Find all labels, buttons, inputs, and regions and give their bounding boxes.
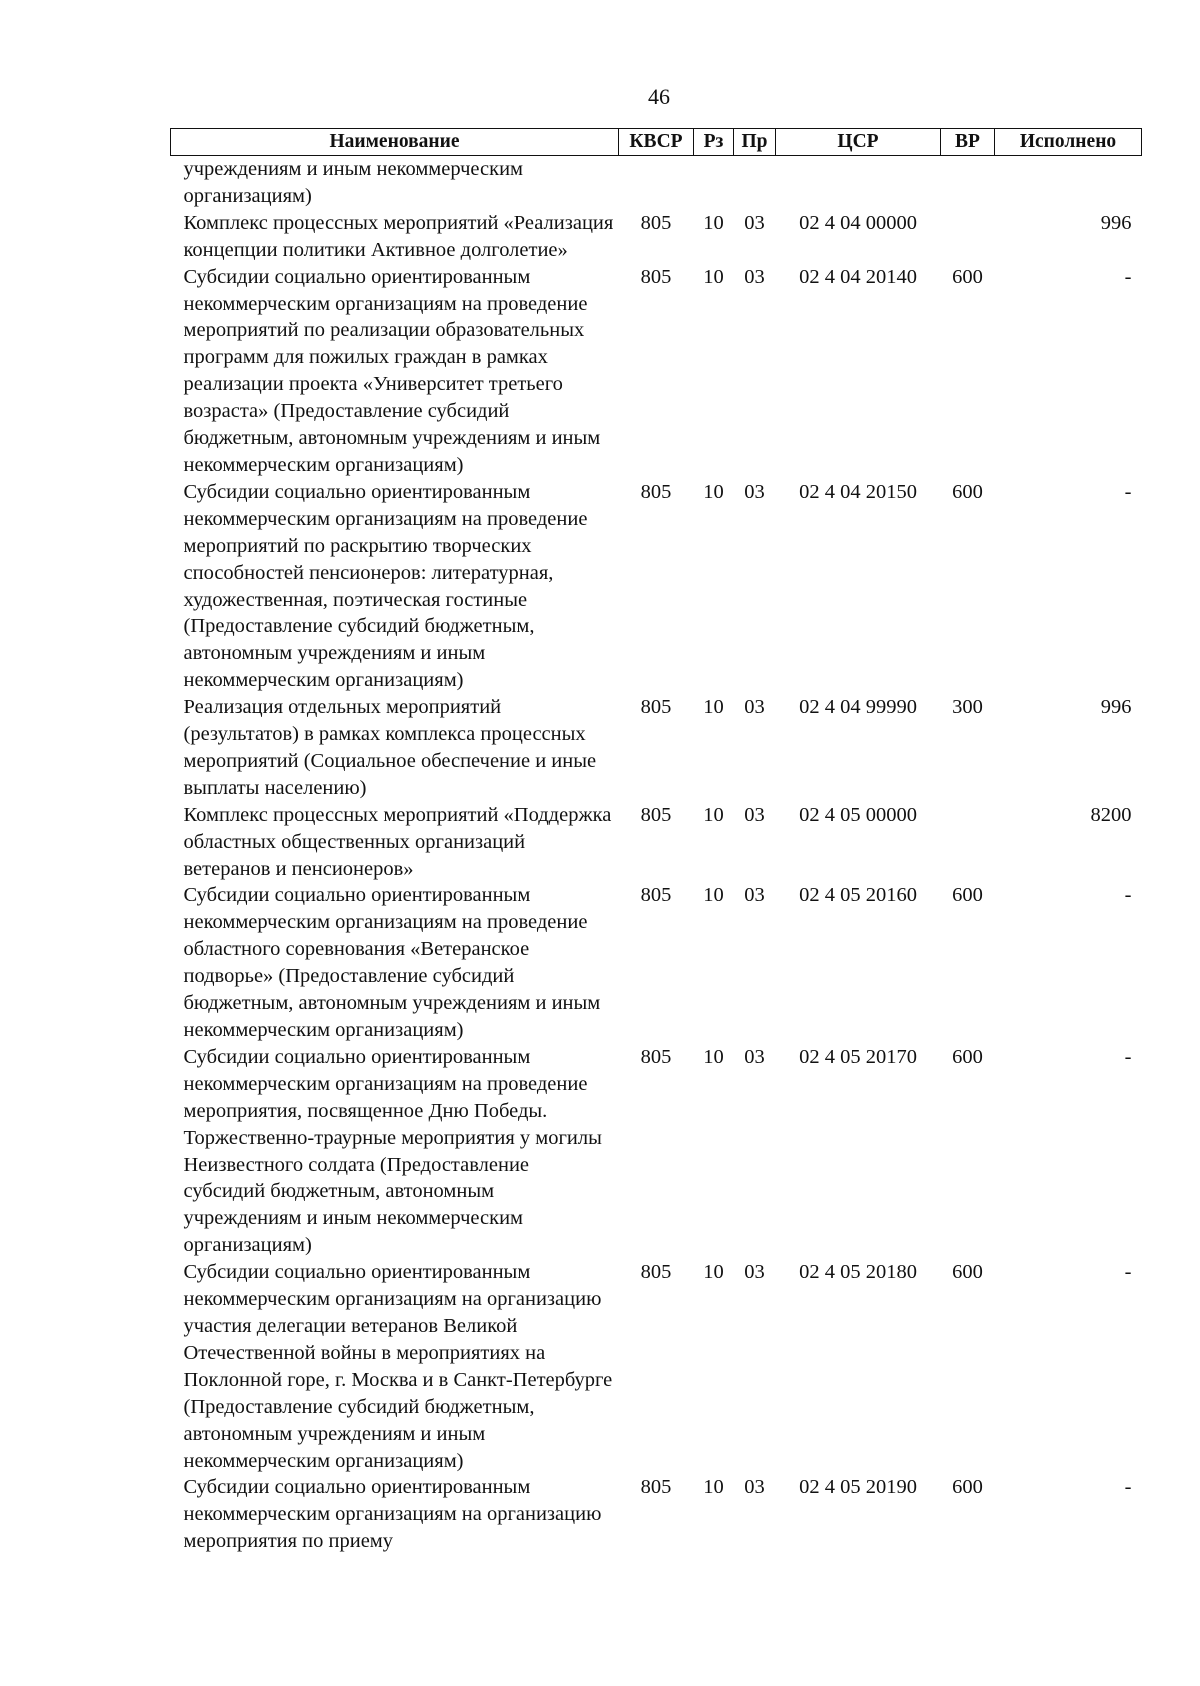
cell-pr: 03 <box>744 696 765 719</box>
cell-vr: 600 <box>952 1045 983 1068</box>
cell-csr: 02 4 05 00000 <box>799 803 917 826</box>
cell-vr: 600 <box>952 480 983 503</box>
cell-pr: 03 <box>744 1045 765 1068</box>
cell-pr: 03 <box>744 265 765 288</box>
cell-done: - <box>1124 265 1132 288</box>
cell-rz: 10 <box>703 480 724 503</box>
cell-vr <box>941 802 995 883</box>
cell-name: Комплекс процессных мероприятий «Поддержка областных общественных организаций ветеранов и пенсионеров» <box>183 803 612 880</box>
cell-kvsr: 805 <box>640 1045 672 1068</box>
cell-csr: 02 4 04 00000 <box>799 211 917 234</box>
cell-kvsr: 805 <box>640 696 672 719</box>
cell-vr <box>941 156 995 210</box>
cell-done: - <box>1124 884 1132 907</box>
cell-rz: 10 <box>703 1476 724 1499</box>
cell-rz: 10 <box>703 696 724 719</box>
cell-rz: 10 <box>703 1045 724 1068</box>
cell-kvsr: 805 <box>640 884 672 907</box>
cell-kvsr <box>619 156 694 210</box>
cell-csr <box>776 156 941 210</box>
header-rz: Рз <box>694 129 734 156</box>
cell-done: - <box>1124 1476 1132 1499</box>
cell-rz: 10 <box>703 884 724 907</box>
cell-kvsr: 805 <box>640 1476 672 1499</box>
cell-csr: 02 4 05 20190 <box>799 1476 917 1499</box>
table-row <box>171 264 1142 479</box>
cell-name: Реализация отдельных мероприятий (результатов) в рамках комплекса процессных мероприятий (Социальное обеспечение и иные выплаты населению) <box>183 696 597 799</box>
cell-name: Субсидии социально ориентированным некоммерческим организациям на проведение мероприятий по раскрытию творческих способностей пенсионеров: литературная, художественная, поэтическая гостиные (Предоставление субсидий бюджетным, автономным учреждениям и иным некоммерческим организациям) <box>183 480 588 692</box>
cell-pr: 03 <box>744 884 765 907</box>
cell-rz: 10 <box>703 803 724 826</box>
table-row <box>171 1259 1142 1474</box>
header-kvsr: КВСР <box>619 129 694 156</box>
cell-rz <box>694 156 734 210</box>
cell-done: - <box>1124 1045 1132 1068</box>
cell-vr: 600 <box>952 1261 983 1284</box>
cell-pr: 03 <box>744 480 765 503</box>
cell-csr: 02 4 05 20180 <box>799 1261 917 1284</box>
table-row <box>171 210 1142 264</box>
cell-vr <box>941 210 995 264</box>
cell-name: учреждениям и иным некоммерческим организациям) <box>183 158 524 207</box>
cell-csr: 02 4 05 20160 <box>799 884 917 907</box>
cell-done: 996 <box>1100 696 1132 719</box>
cell-done: - <box>1124 1261 1132 1284</box>
cell-rz: 10 <box>703 1261 724 1284</box>
cell-name: Субсидии социально ориентированным некоммерческим организациям на организацию мероприятия по приему <box>183 1476 602 1553</box>
table-row <box>171 694 1142 802</box>
cell-pr: 03 <box>744 1476 765 1499</box>
cell-vr: 300 <box>952 696 983 719</box>
cell-csr: 02 4 04 20140 <box>799 265 917 288</box>
table-row <box>171 479 1142 694</box>
cell-vr: 600 <box>952 1476 983 1499</box>
cell-csr: 02 4 05 20170 <box>799 1045 917 1068</box>
cell-vr: 600 <box>952 884 983 907</box>
cell-name: Субсидии социально ориентированным некоммерческим организациям на организацию участия делегации ветеранов Великой Отечественной войны в мероприятиях на Поклонной горе, г. Москва и в Санкт-Петербурге (Предоставление субсидий бюджетным, автономным учреждениям и иным некоммерческим организациям) <box>183 1261 613 1472</box>
cell-pr: 03 <box>744 1261 765 1284</box>
header-pr: Пр <box>734 129 776 156</box>
cell-kvsr: 805 <box>640 1261 672 1284</box>
header-vr: ВР <box>941 129 995 156</box>
table-row <box>171 1044 1142 1259</box>
table-header-row <box>171 129 1142 156</box>
table-row <box>171 802 1142 883</box>
cell-rz: 10 <box>703 265 724 288</box>
page-number: 46 <box>648 84 670 109</box>
cell-name: Субсидии социально ориентированным некоммерческим организациям на проведение мероприятий по реализации образовательных программ для пожилых граждан в рамках реализации проекта «Университет третьего возраста» (Предоставление субсидий бюджетным, автономным учреждениям и иным некоммерческим организациям) <box>183 265 601 476</box>
cell-pr: 03 <box>744 803 765 826</box>
header-name: Наименование <box>171 129 619 156</box>
cell-name: Субсидии социально ориентированным некоммерческим организациям на проведение областного соревнования «Ветеранское подворье» (Предоставление субсидий бюджетным, автономным учреждениям и иным некоммерческим организациям) <box>183 884 601 1041</box>
table-row <box>171 156 1142 210</box>
header-done: Исполнено <box>995 129 1142 156</box>
header-csr: ЦСР <box>776 129 941 156</box>
cell-kvsr: 805 <box>640 211 672 234</box>
cell-done: - <box>1124 480 1132 503</box>
cell-rz: 10 <box>703 211 724 234</box>
table-row <box>171 1474 1142 1555</box>
cell-csr: 02 4 04 99990 <box>799 696 917 719</box>
cell-kvsr: 805 <box>640 265 672 288</box>
cell-name: Субсидии социально ориентированным некоммерческим организациям на проведение мероприятия, посвященное Дню Победы. Торжественно-траурные мероприятия у могилы Неизвестного солдата (Предоставление субсидий бюджетным, автономным учреждениям и иным некоммерческим организациям) <box>183 1045 602 1257</box>
cell-pr: 03 <box>744 211 765 234</box>
cell-done: 8200 <box>1090 803 1132 826</box>
cell-name: Комплекс процессных мероприятий «Реализация концепции политики Активное долголетие» <box>183 211 614 261</box>
cell-done: 996 <box>1100 211 1132 234</box>
cell-kvsr: 805 <box>640 480 672 503</box>
cell-done <box>995 156 1142 210</box>
cell-vr: 600 <box>952 265 983 288</box>
cell-pr <box>734 156 776 210</box>
budget-table <box>170 128 1142 1555</box>
cell-csr: 02 4 04 20150 <box>799 480 917 503</box>
table-row <box>171 882 1142 1043</box>
cell-kvsr: 805 <box>640 803 672 826</box>
